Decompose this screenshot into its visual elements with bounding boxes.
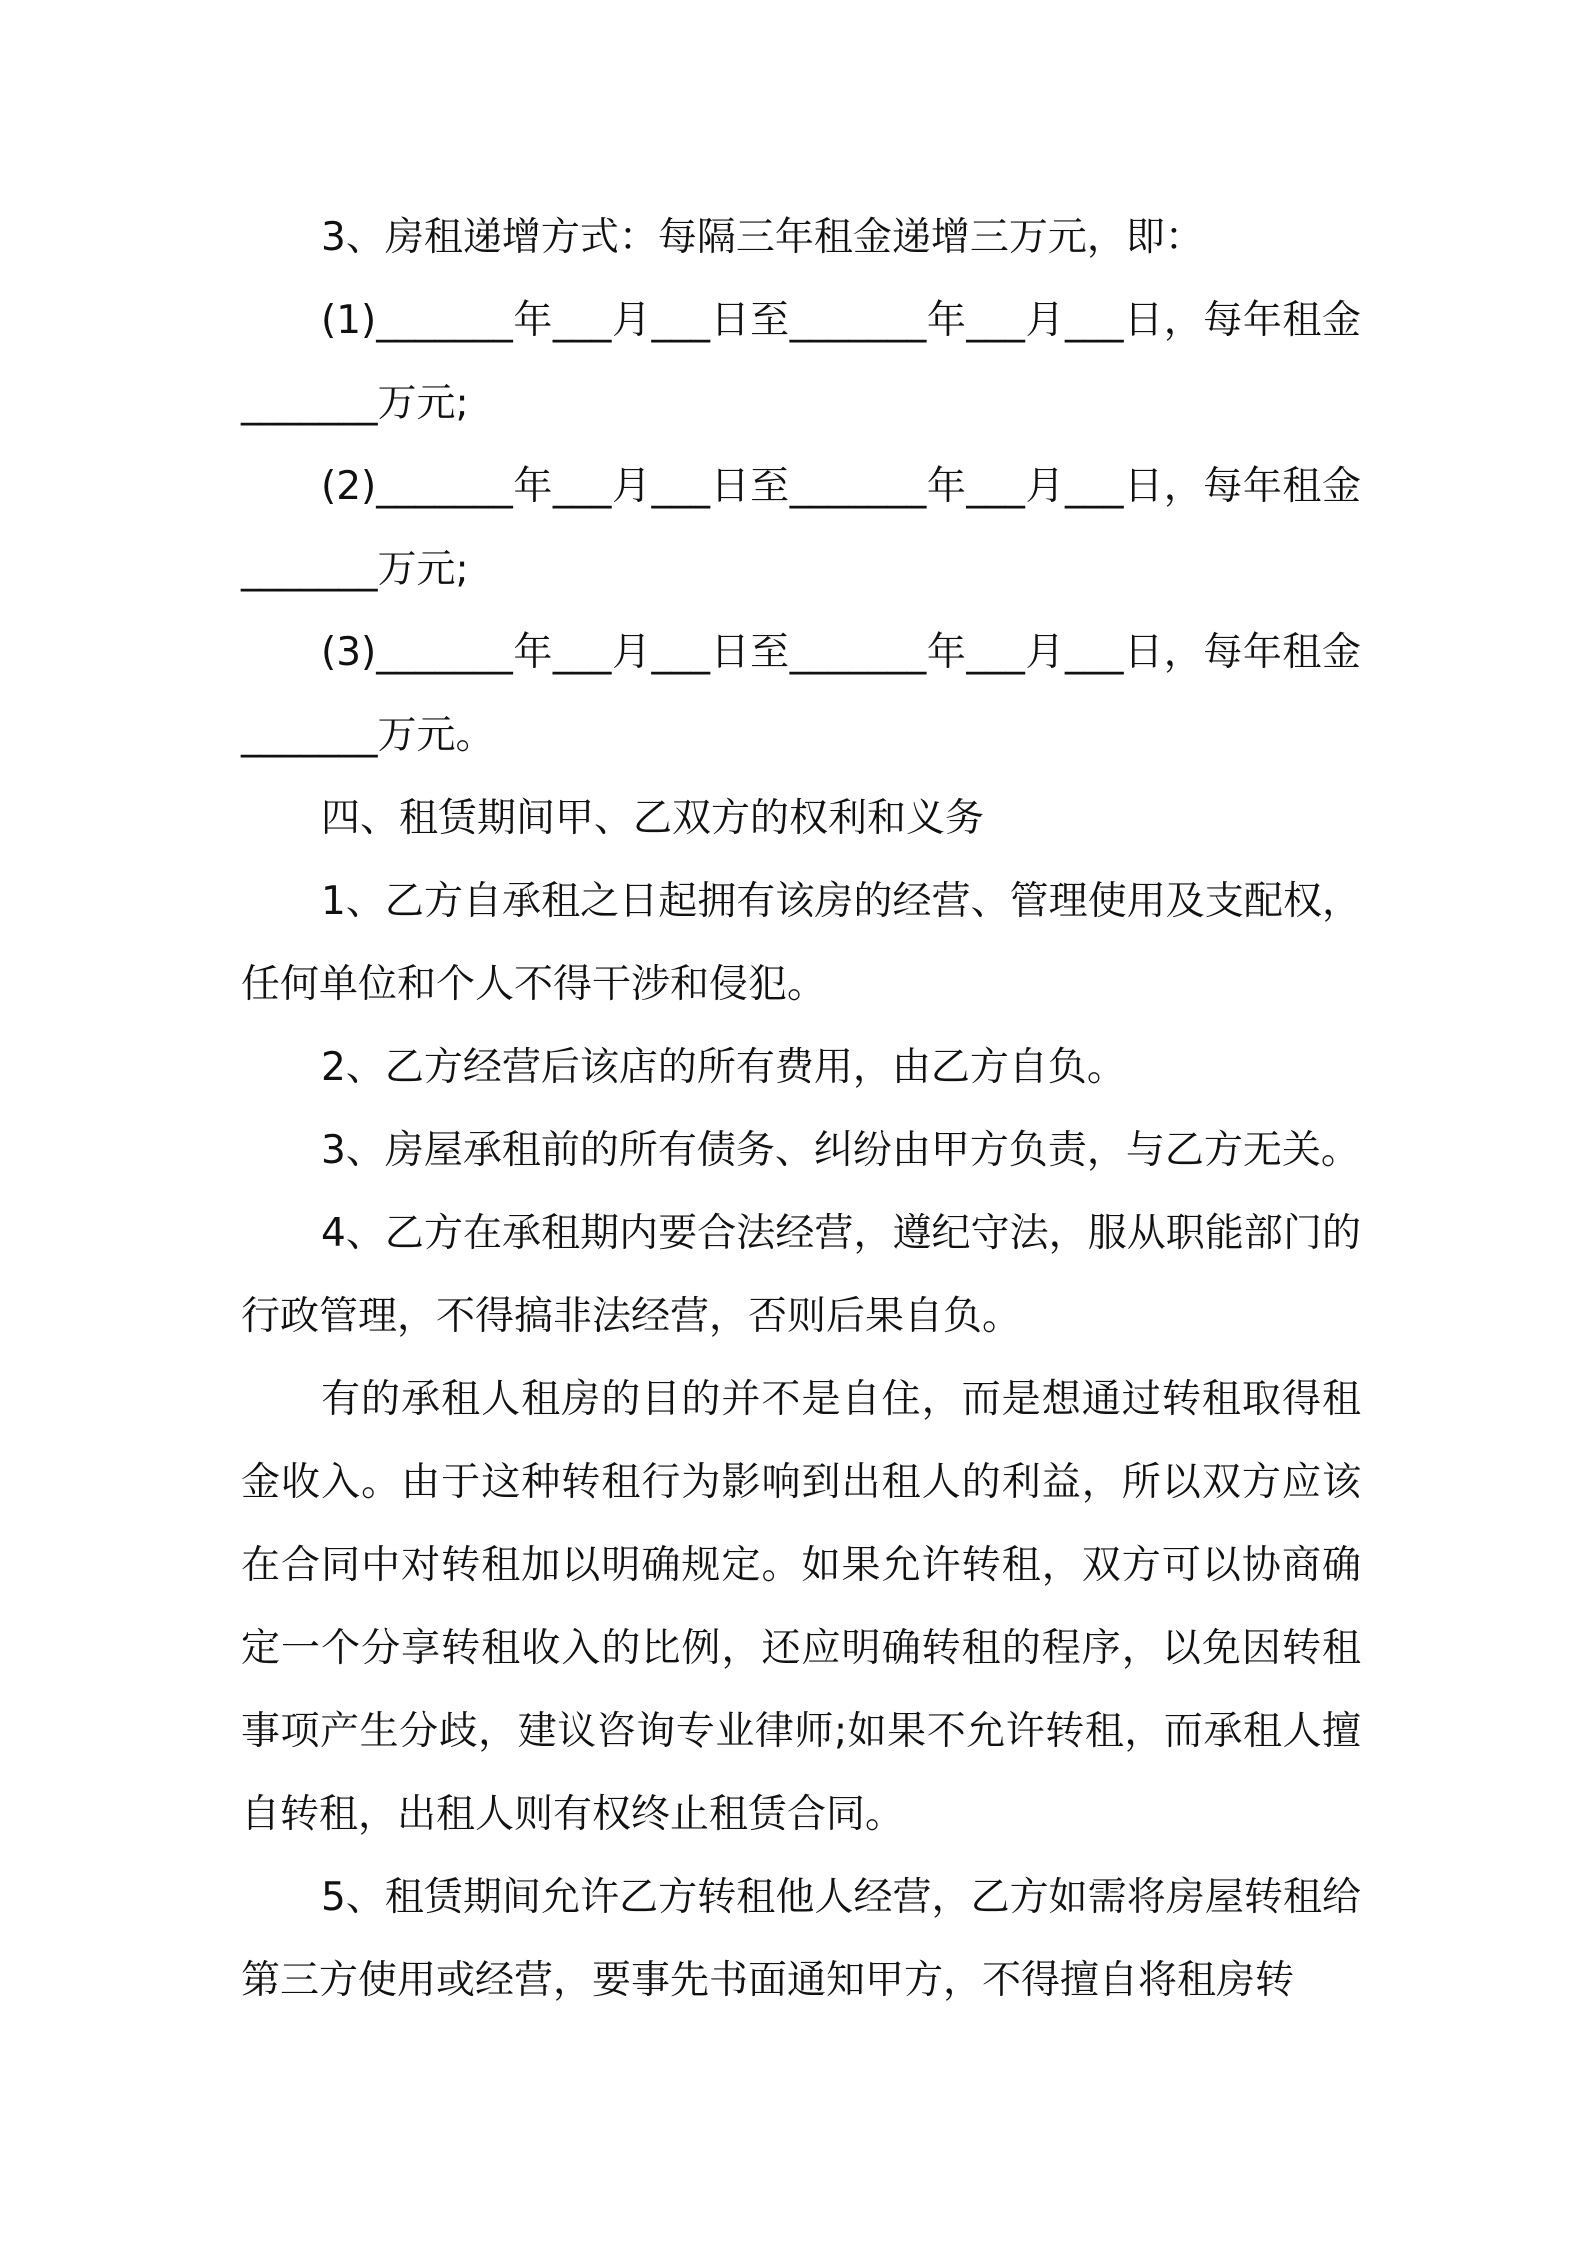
rent-period-3: (3)_______年___月___日至_______年___月___日，每年租金_______万元。 (241, 630, 1361, 758)
sublease-note: 有的承租人租房的目的并不是自住，而是想通过转租取得租金收入。由于这种转租行为影响到出租人的利益，所以双方应该在合同中对转租加以明确规定。如果允许转租，双方可以协商确定一个分享转租收入的比例，还应明确转租的程序，以免因转租事项产生分歧，建议咨询专业律师;如果不允许转租，而承租人擅自转租，出租人则有权终止租赁合同。 (241, 1377, 1361, 1837)
clause-3: 3、房屋承租前的所有债务、纠纷由甲方负责，与乙方无关。 (321, 1128, 1360, 1173)
section-heading-rights: 四、租赁期间甲、乙双方的权利和义务 (321, 796, 985, 841)
document-body (241, 196, 1361, 2022)
clause-5: 5、租赁期间允许乙方转租他人经营，乙方如需将房屋转租给第三方使用或经营，要事先书面通知甲方，不得擅自将租房转 (241, 1875, 1361, 2003)
clause-2: 2、乙方经营后该店的所有费用，由乙方自负。 (321, 1045, 1126, 1090)
clause-4: 4、乙方在承租期内要合法经营，遵纪守法，服从职能部门的行政管理，不得搞非法经营，否则后果自负。 (241, 1211, 1361, 1339)
rent-period-2: (2)_______年___月___日至_______年___月___日，每年租金_______万元; (241, 464, 1361, 592)
clause-rent-increase: 3、房租递增方式：每隔三年租金递增三万元，即： (321, 215, 1204, 260)
clause-1: 1、乙方自承租之日起拥有该房的经营、管理使用及支配权，任何单位和个人不得干涉和侵犯。 (241, 879, 1361, 1007)
rent-period-1: (1)_______年___月___日至_______年___月___日，每年租金_______万元; (241, 298, 1361, 426)
